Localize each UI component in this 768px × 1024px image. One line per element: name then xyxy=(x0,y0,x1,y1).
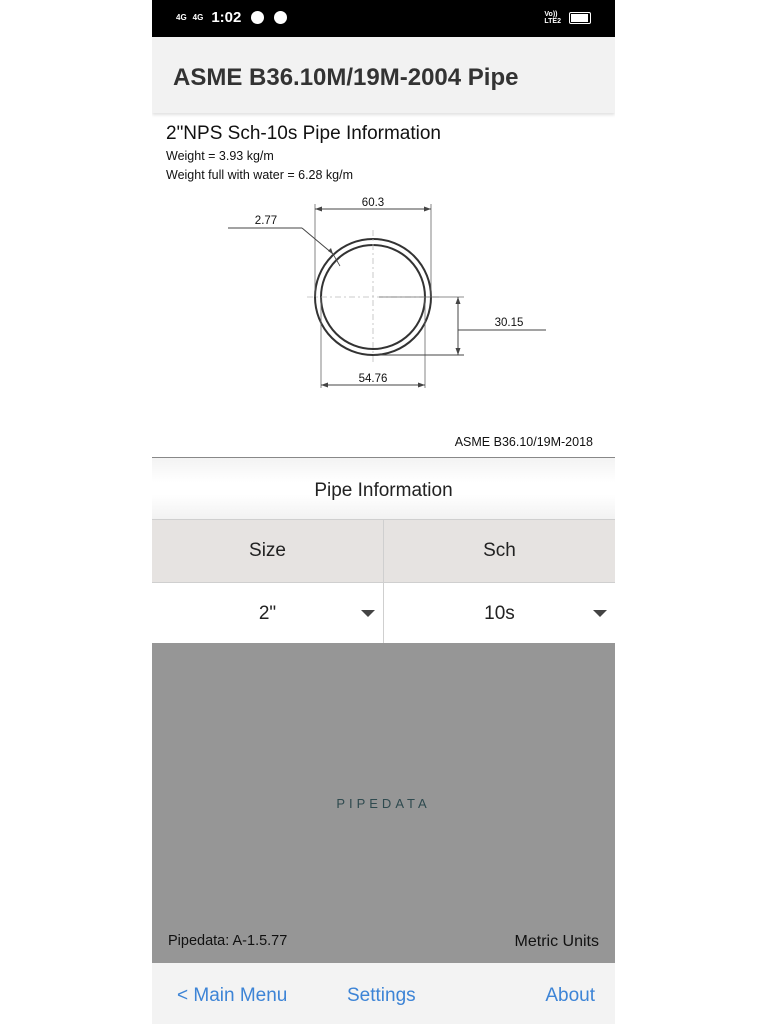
dropdown-arrow-icon xyxy=(361,610,375,617)
size-dropdown[interactable] xyxy=(152,583,383,645)
units-text: Metric Units xyxy=(514,933,599,950)
schedule-dropdown[interactable] xyxy=(383,583,615,645)
pipe-cross-section-diagram xyxy=(152,190,615,395)
section-title: Pipe Information xyxy=(314,480,453,501)
status-time: 1:02 xyxy=(211,9,242,26)
column-header-size: Size xyxy=(249,540,286,561)
settings-link[interactable]: Settings xyxy=(347,985,416,1006)
status-bar xyxy=(152,0,615,37)
ad-area[interactable] xyxy=(152,643,615,963)
volte-icon: Vo)) LTE2 xyxy=(544,11,561,25)
status-left xyxy=(176,9,287,26)
battery-icon xyxy=(569,12,591,24)
app-screen xyxy=(152,0,615,1024)
weight-text: Weight = 3.93 kg/m xyxy=(166,149,274,163)
main-menu-link[interactable]: < Main Menu xyxy=(177,985,288,1006)
size-value: 2" xyxy=(258,603,277,624)
section-header xyxy=(152,458,615,519)
inner-diameter-label: 54.76 xyxy=(358,373,388,385)
standard-label: ASME B36.10/19M-2018 xyxy=(454,435,593,449)
version-text: Pipedata: A-1.5.77 xyxy=(168,933,288,949)
outer-diameter-label: 60.3 xyxy=(361,197,385,209)
column-header-sch: Sch xyxy=(383,520,615,582)
wall-thickness-leader xyxy=(302,228,333,254)
wall-thickness-label: 2.77 xyxy=(254,215,278,227)
schedule-value: 10s xyxy=(484,603,515,624)
table-row xyxy=(152,583,615,645)
weight-water-text: Weight full with water = 6.28 kg/m xyxy=(166,168,354,182)
table-header-row xyxy=(152,519,615,583)
radius-label: 30.15 xyxy=(494,317,524,329)
notification-icon xyxy=(251,11,264,24)
brand-text: PIPEDATA xyxy=(336,796,431,811)
sync-icon xyxy=(274,11,287,24)
about-link[interactable]: About xyxy=(545,985,595,1006)
dropdown-arrow-icon xyxy=(593,610,607,617)
status-right xyxy=(544,11,591,25)
page-title: ASME B36.10M/19M-2004 Pipe xyxy=(173,64,519,91)
signal-1-icon: 4G xyxy=(176,12,187,22)
bottom-nav xyxy=(152,963,615,1024)
app-bar xyxy=(152,37,615,113)
pipe-selection-table xyxy=(152,519,615,645)
signal-2-icon: 4G xyxy=(192,12,204,22)
pipe-info-title: 2"NPS Sch-10s Pipe Information xyxy=(166,123,441,144)
